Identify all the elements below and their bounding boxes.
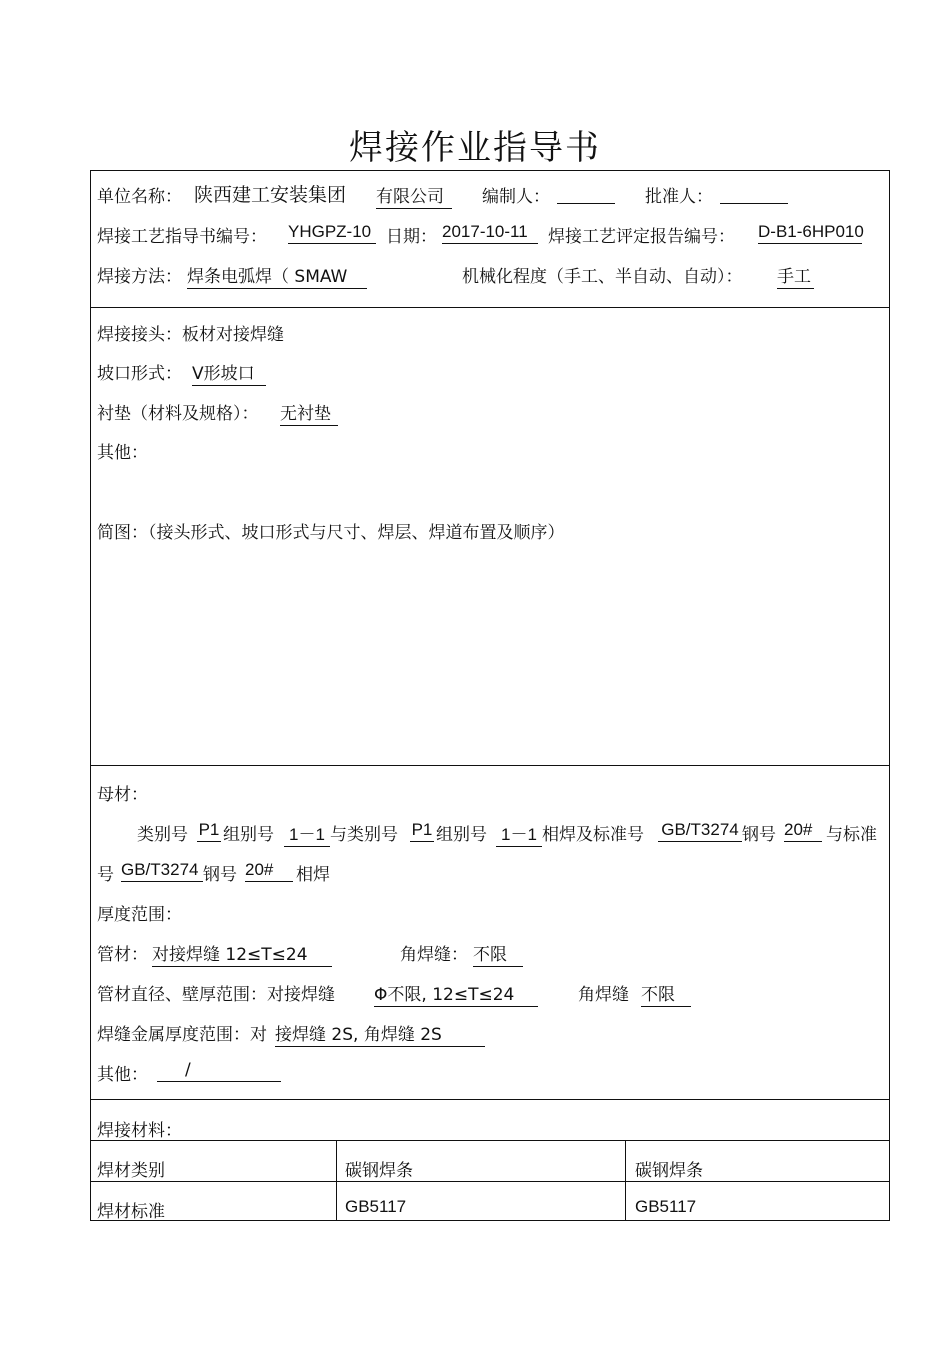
pipe-butt-range: 对接焊缝 12≤T≤24 <box>152 940 332 967</box>
bm-steel-2: 20# <box>245 860 293 882</box>
sketch-label: 简图：（接头形式、坡口形式与尺寸、焊层、焊道布置及顺序） <box>97 523 565 543</box>
pipe-fillet-label: 角焊缝： <box>400 945 468 965</box>
diameter-label: 管材直径、壁厚范围：对接焊缝 <box>97 985 335 1005</box>
wps-no-value: YHGPZ-10 <box>288 222 376 244</box>
mechanization-value: 手工 <box>777 262 814 289</box>
bm-text-no: 号 <box>97 865 114 885</box>
diameter-butt-range: Φ不限, 12≤T≤24 <box>374 980 538 1007</box>
diameter-fillet-label: 角焊缝 <box>578 985 629 1005</box>
backing-label: 衬垫（材料及规格）： <box>97 404 259 424</box>
unit-name: 陕西建工安装集团 <box>194 184 347 206</box>
unit-label: 单位名称： <box>97 187 182 207</box>
pipe-fillet-value: 不限 <box>473 940 523 967</box>
editor-label: 编制人： <box>482 187 550 207</box>
bm-text-group: 组别号 <box>223 825 274 845</box>
bm-text-and-standard: 与标准 <box>826 825 877 845</box>
divider-header <box>90 307 890 308</box>
wps-no-label: 焊接工艺指导书编号： <box>97 227 267 247</box>
bm-p-number-2: P1 <box>410 820 434 842</box>
bm-text-group-2: 组别号 <box>436 825 487 845</box>
materials-label: 焊接材料： <box>97 1121 182 1141</box>
pipe-label: 管材： <box>97 945 148 965</box>
materials-col-divider-1 <box>336 1140 337 1221</box>
bm-text-category: 类别号 <box>137 825 188 845</box>
bm-text-weld: 相焊 <box>296 865 330 885</box>
joint-text: 焊接接头：板材对接焊缝 <box>97 325 284 345</box>
approver-label: 批准人： <box>645 187 713 207</box>
bm-text-standard: 相焊及标准号 <box>542 825 644 845</box>
groove-value: V形坡口 <box>192 359 266 386</box>
table-row-0-cell-1: 碳钢焊条 <box>345 1161 413 1181</box>
unit-suffix: 有限公司 <box>376 182 452 209</box>
date-label: 日期： <box>386 227 437 247</box>
bm-standard-2: GB/T3274 <box>121 860 203 882</box>
divider-materials-label <box>90 1140 890 1141</box>
joint-other-label: 其他： <box>97 443 148 463</box>
divider-materials-row <box>90 1181 890 1182</box>
bm-other-value: / <box>157 1060 281 1082</box>
table-row-1-cell-2: GB5117 <box>635 1197 697 1216</box>
divider-base-metal <box>90 1099 890 1100</box>
document-title: 焊接作业指导书 <box>349 128 601 168</box>
base-metal-label: 母材： <box>97 785 148 805</box>
bm-steel-1: 20# <box>784 820 822 842</box>
method-value: 焊条电弧焊（ SMAW <box>187 262 367 289</box>
date-value: 2017-10-11 <box>442 222 538 244</box>
divider-joint <box>90 765 890 766</box>
table-row-1-cell-1: GB5117 <box>345 1197 407 1216</box>
thickness-label: 厚度范围： <box>97 905 182 925</box>
bm-text-steel-2: 钢号 <box>203 865 237 885</box>
backing-value: 无衬垫 <box>280 399 338 426</box>
bm-other-label: 其他： <box>97 1065 148 1085</box>
pqr-value: D-B1-6HP010 <box>758 222 862 244</box>
bm-standard-1: GB/T3274 <box>658 820 742 842</box>
materials-col-divider-2 <box>625 1140 626 1221</box>
table-row-0-cell-2: 碳钢焊条 <box>635 1161 703 1181</box>
bm-group-2: 1－1 <box>496 820 542 847</box>
bm-group-1: 1－1 <box>284 820 330 847</box>
weld-metal-label: 焊缝金属厚度范围：对 <box>97 1025 267 1045</box>
bm-text-steel: 钢号 <box>742 825 776 845</box>
approver-value <box>720 182 788 204</box>
table-row-1-cell-0: 焊材标准 <box>97 1202 165 1222</box>
mechanization-label: 机械化程度（手工、半自动、自动）： <box>462 267 743 287</box>
bm-p-number-1: P1 <box>197 820 221 842</box>
weld-metal-value: 接焊缝 2S, 角焊缝 2S <box>275 1020 485 1047</box>
bm-text-with: 与类别号 <box>330 825 398 845</box>
method-label: 焊接方法： <box>97 267 182 287</box>
table-row-0-cell-0: 焊材类别 <box>97 1161 165 1181</box>
editor-value <box>557 182 615 204</box>
pqr-label: 焊接工艺评定报告编号： <box>548 227 735 247</box>
groove-label: 坡口形式： <box>97 364 182 384</box>
diameter-fillet-value: 不限 <box>641 980 691 1007</box>
